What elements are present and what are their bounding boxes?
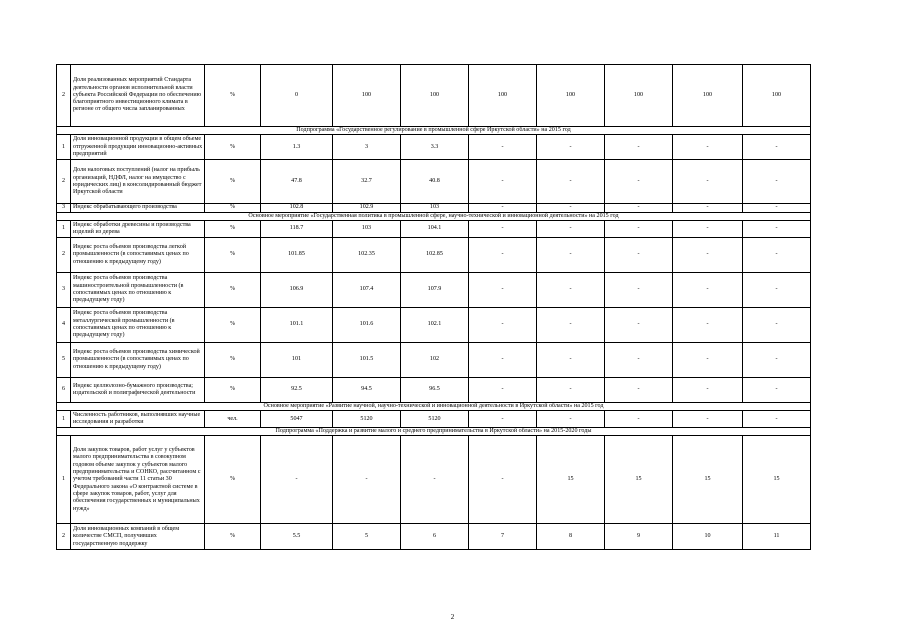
table-row <box>57 524 811 550</box>
value-cell: 6 <box>401 524 469 550</box>
value-cell: - <box>469 220 537 237</box>
row-number: 2 <box>57 237 71 272</box>
value-cell: - <box>537 220 605 237</box>
section-header-row <box>57 127 811 135</box>
table-row <box>57 65 811 127</box>
value-cell: - <box>333 436 401 524</box>
table-row <box>57 204 811 212</box>
value-cell: - <box>743 135 811 160</box>
value-cell: 101.6 <box>333 307 401 342</box>
value-cell: - <box>673 160 743 204</box>
value-cell: - <box>605 135 673 160</box>
value-cell: - <box>673 411 743 428</box>
unit-cell: % <box>205 220 261 237</box>
value-cell: 40.8 <box>401 160 469 204</box>
value-cell: 0 <box>261 65 333 127</box>
value-cell: - <box>673 307 743 342</box>
value-cell: - <box>537 135 605 160</box>
value-cell: 10 <box>673 524 743 550</box>
table-row <box>57 237 811 272</box>
value-cell: - <box>605 342 673 377</box>
value-cell: 5047 <box>261 411 333 428</box>
indicator-name: Доля инновационной продукции в общем объеме отгруженной продукции инновационно-активных предприятий <box>71 135 205 160</box>
indicator-name: Индекс обрабатывающего производства <box>71 204 205 212</box>
value-cell: 118.7 <box>261 220 333 237</box>
value-cell: - <box>743 342 811 377</box>
value-cell: - <box>673 204 743 212</box>
value-cell: - <box>469 237 537 272</box>
indicator-name: Доля инновационных компаний в общем количестве СМСП, получивших государственную поддержку <box>71 524 205 550</box>
value-cell: 106.9 <box>261 272 333 307</box>
unit-cell: % <box>205 377 261 402</box>
value-cell: 5120 <box>401 411 469 428</box>
unit-cell: % <box>205 272 261 307</box>
value-cell: 101 <box>261 342 333 377</box>
value-cell: 102.35 <box>333 237 401 272</box>
section-header-row <box>57 428 811 436</box>
table-row <box>57 377 811 402</box>
value-cell: 102.1 <box>401 307 469 342</box>
value-cell: - <box>673 272 743 307</box>
value-cell: - <box>469 204 537 212</box>
value-cell: - <box>673 237 743 272</box>
value-cell: - <box>469 272 537 307</box>
value-cell: - <box>261 436 333 524</box>
value-cell: - <box>743 204 811 212</box>
value-cell: 5 <box>333 524 401 550</box>
value-cell: 107.4 <box>333 272 401 307</box>
value-cell: - <box>605 272 673 307</box>
value-cell: 103 <box>333 220 401 237</box>
value-cell: 102 <box>401 342 469 377</box>
value-cell: - <box>673 342 743 377</box>
value-cell: 104.1 <box>401 220 469 237</box>
section-title: Основное мероприятие «Государственная политика в промышленной сфере, научно-технической и инновационной деятельности» на 2015 год <box>57 212 811 220</box>
value-cell: - <box>605 220 673 237</box>
value-cell: 8 <box>537 524 605 550</box>
unit-cell: % <box>205 307 261 342</box>
unit-cell: % <box>205 204 261 212</box>
value-cell: - <box>469 160 537 204</box>
page-number: 2 <box>450 613 455 621</box>
value-cell: 47.8 <box>261 160 333 204</box>
value-cell: - <box>537 272 605 307</box>
section-header-row <box>57 402 811 410</box>
unit-cell: % <box>205 65 261 127</box>
value-cell: - <box>469 411 537 428</box>
value-cell: 15 <box>537 436 605 524</box>
value-cell: 103 <box>401 204 469 212</box>
value-cell: - <box>673 220 743 237</box>
value-cell: - <box>605 307 673 342</box>
value-cell: - <box>743 272 811 307</box>
row-number: 3 <box>57 272 71 307</box>
indicator-name: Индекс роста объемов производства машиностроительной промышленности (в сопоставимых ценах по отношению к предыдущему году) <box>71 272 205 307</box>
value-cell: - <box>537 411 605 428</box>
value-cell: 107.9 <box>401 272 469 307</box>
row-number: 1 <box>57 220 71 237</box>
value-cell: - <box>469 307 537 342</box>
value-cell: - <box>537 237 605 272</box>
value-cell: - <box>537 160 605 204</box>
row-number: 1 <box>57 436 71 524</box>
value-cell: - <box>743 377 811 402</box>
value-cell: - <box>673 135 743 160</box>
value-cell: - <box>605 411 673 428</box>
value-cell: - <box>605 204 673 212</box>
value-cell: - <box>605 237 673 272</box>
row-number: 6 <box>57 377 71 402</box>
value-cell: 3.3 <box>401 135 469 160</box>
value-cell: 94.5 <box>333 377 401 402</box>
value-cell: 102.85 <box>401 237 469 272</box>
row-number: 5 <box>57 342 71 377</box>
value-cell: - <box>469 377 537 402</box>
value-cell: 15 <box>673 436 743 524</box>
value-cell: 1.3 <box>261 135 333 160</box>
value-cell: 101.5 <box>333 342 401 377</box>
row-number: 1 <box>57 411 71 428</box>
value-cell: 100 <box>401 65 469 127</box>
unit-cell: % <box>205 160 261 204</box>
row-number: 4 <box>57 307 71 342</box>
value-cell: 5120 <box>333 411 401 428</box>
value-cell: - <box>401 436 469 524</box>
unit-cell: % <box>205 524 261 550</box>
section-header-row <box>57 212 811 220</box>
value-cell: - <box>673 377 743 402</box>
table-row <box>57 220 811 237</box>
table-row <box>57 411 811 428</box>
section-title: Основное мероприятие «Развитие научной, научно-технической и инновационной деятельности в Иркутской области» на 2015 год <box>57 402 811 410</box>
value-cell: 15 <box>743 436 811 524</box>
value-cell: 100 <box>605 65 673 127</box>
value-cell: 92.5 <box>261 377 333 402</box>
value-cell: 11 <box>743 524 811 550</box>
unit-cell: % <box>205 342 261 377</box>
value-cell: 9 <box>605 524 673 550</box>
section-title: Подпрограмма «Поддержка и развитие малого и среднего предпринимательства в Иркутской области» на 2015-2020 годы <box>57 428 811 436</box>
indicator-name: Доля налоговых поступлений (налог на прибыль организаций, НДФЛ, налог на имущество с юридических лиц) в консолидированный бюджет Иркутской области <box>71 160 205 204</box>
value-cell: 102.9 <box>333 204 401 212</box>
value-cell: - <box>537 204 605 212</box>
value-cell: - <box>605 377 673 402</box>
row-number: 1 <box>57 135 71 160</box>
indicators-table <box>56 64 811 550</box>
unit-cell: % <box>205 436 261 524</box>
value-cell: 100 <box>333 65 401 127</box>
value-cell: 100 <box>673 65 743 127</box>
value-cell: 100 <box>469 65 537 127</box>
indicator-name: Индекс обработки древесины и производства изделий из дерева <box>71 220 205 237</box>
value-cell: - <box>469 342 537 377</box>
value-cell: - <box>743 411 811 428</box>
value-cell: 5.5 <box>261 524 333 550</box>
value-cell: 100 <box>743 65 811 127</box>
value-cell: 7 <box>469 524 537 550</box>
value-cell: - <box>743 237 811 272</box>
value-cell: 15 <box>605 436 673 524</box>
indicator-name: Индекс роста объемов производства металлургической промышленности (в сопоставимых ценах по отношению к предыдущему году) <box>71 307 205 342</box>
table-body <box>57 65 811 550</box>
unit-cell: % <box>205 237 261 272</box>
unit-cell: чел. <box>205 411 261 428</box>
indicator-name: Индекс роста объемов производства химической промышленности (в сопоставимых ценах по отношению к предыдущему году) <box>71 342 205 377</box>
indicator-name: Индекс роста объемов производства легкой промышленности (в сопоставимых ценах по отношению к предыдущему году) <box>71 237 205 272</box>
row-number: 3 <box>57 204 71 212</box>
value-cell: 102.8 <box>261 204 333 212</box>
row-number: 2 <box>57 160 71 204</box>
table-row <box>57 272 811 307</box>
value-cell: - <box>743 220 811 237</box>
value-cell: - <box>743 307 811 342</box>
indicator-name: Доля реализованных мероприятий Стандарта деятельности органов исполнительной власти субъекта Российской Федерации по обеспечению благоприятного инвестиционного климата в регионе от общего числа запланированных <box>71 65 205 127</box>
table-row <box>57 160 811 204</box>
value-cell: - <box>537 377 605 402</box>
value-cell: 101.1 <box>261 307 333 342</box>
row-number: 2 <box>57 65 71 127</box>
indicator-name: Численность работников, выполнявших научные исследования и разработки <box>71 411 205 428</box>
value-cell: - <box>743 160 811 204</box>
value-cell: 96.5 <box>401 377 469 402</box>
indicator-name: Доля закупок товаров, работ услуг у субъектов малого предпринимательства в совокупном годовом объеме закупок у субъектов малого предпринимательства и СОНКО, рассчитанном с учетом требований части 11 статьи 30 Федерального закона «О контрактной системе в сфере закупок товаров, работ, услуг для обеспечения государственных и муниципальных нужд» <box>71 436 205 524</box>
value-cell: - <box>469 436 537 524</box>
table-row <box>57 135 811 160</box>
unit-cell: % <box>205 135 261 160</box>
row-number: 2 <box>57 524 71 550</box>
value-cell: 100 <box>537 65 605 127</box>
table-row <box>57 307 811 342</box>
section-title: Подпрограмма «Государственное регулирование в промышленной сфере Иркутской области» на 2015 год <box>57 127 811 135</box>
value-cell: - <box>537 342 605 377</box>
value-cell: - <box>469 135 537 160</box>
value-cell: - <box>605 160 673 204</box>
value-cell: 32.7 <box>333 160 401 204</box>
value-cell: - <box>537 307 605 342</box>
indicator-name: Индекс целлюлозно-бумажного производства; издательской и полиграфической деятельности <box>71 377 205 402</box>
value-cell: 3 <box>333 135 401 160</box>
value-cell: 101.85 <box>261 237 333 272</box>
table-row <box>57 436 811 524</box>
table-row <box>57 342 811 377</box>
